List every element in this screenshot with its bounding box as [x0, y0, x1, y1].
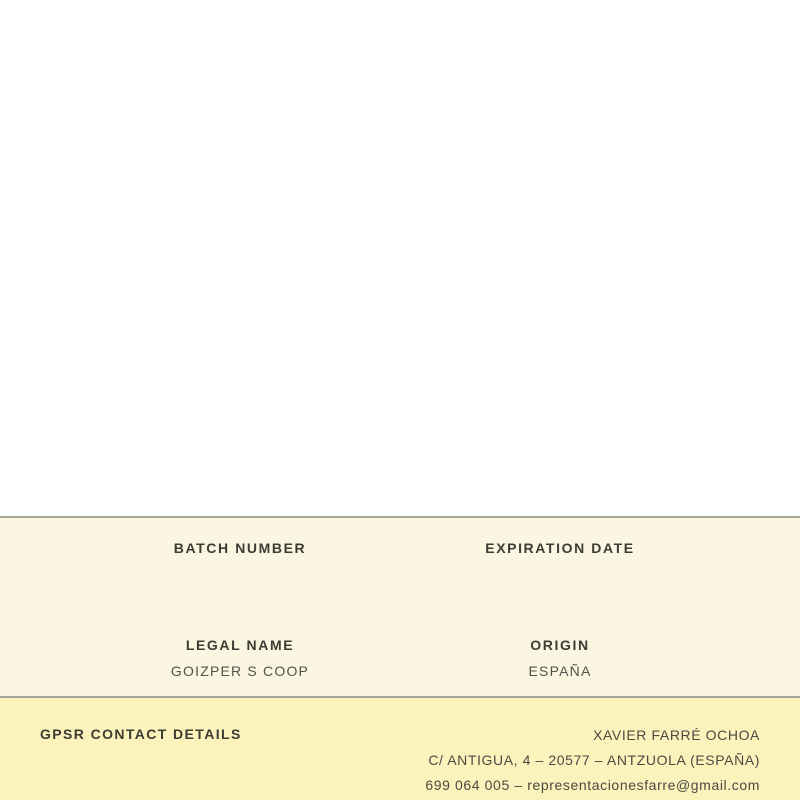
legal-name-label: LEGAL NAME: [185, 637, 295, 653]
expiration-date-field: [400, 538, 720, 584]
batch-number-value: [80, 564, 400, 584]
gpsr-contact-name: XAVIER FARRÉ OCHOA: [593, 727, 760, 743]
legal-name-value: GOIZPER S COOP: [170, 663, 310, 679]
batch-number-field: [80, 538, 400, 584]
origin-field: [400, 635, 720, 681]
gpsr-contact-title: GPSR CONTACT DETAILS: [40, 726, 242, 742]
expiration-date-value: [400, 564, 720, 584]
expiration-date-label: EXPIRATION DATE: [485, 540, 635, 556]
batch-expiration-row: [0, 538, 800, 584]
product-info-panel: [0, 516, 800, 696]
legal-origin-row: [0, 635, 800, 681]
legal-name-field: [80, 635, 400, 681]
gpsr-contact-phone-email: 699 064 005 – representacionesfarre@gmail.com: [425, 777, 760, 793]
origin-label: ORIGIN: [530, 637, 590, 653]
gpsr-contact-address: C/ ANTIGUA, 4 – 20577 – ANTZUOLA (ESPAÑA): [428, 752, 760, 768]
origin-value: ESPAÑA: [528, 663, 592, 679]
batch-number-label: BATCH NUMBER: [173, 540, 307, 556]
gpsr-contact-panel: [0, 696, 800, 800]
gpsr-contact-block: [425, 723, 760, 798]
